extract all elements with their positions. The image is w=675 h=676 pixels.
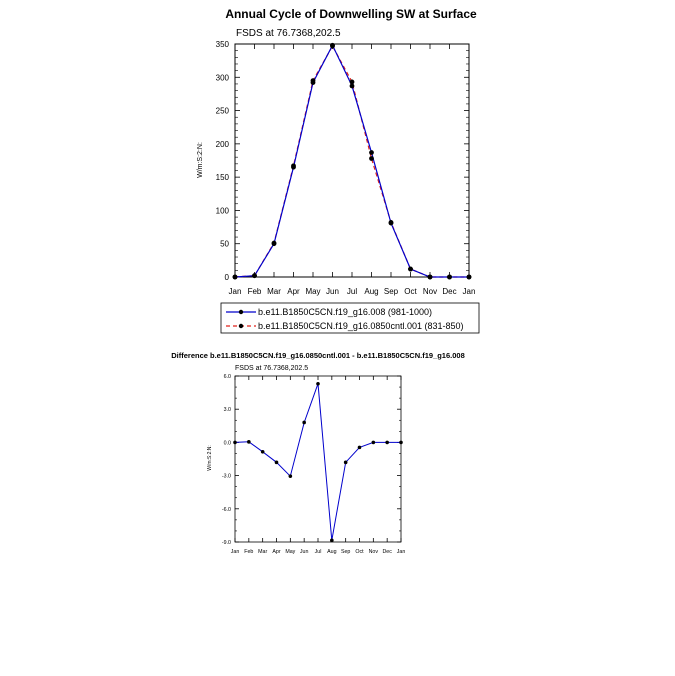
legend-label-model-008: b.e11.B1850C5CN.f19_g16.008 (981-1000) [258,307,432,317]
chart-title: Annual Cycle of Downwelling SW at Surface [225,7,477,21]
y-tick-label: 350 [215,40,229,49]
x-tick-label: Aug [364,287,379,296]
difference-chart [171,351,465,555]
x-tick-label: Oct [404,287,417,296]
x-tick-label: Feb [244,549,254,555]
y-tick-label: 0.0 [223,440,231,447]
x-tick-label: Jan [228,287,242,296]
x-tick-label: Sep [383,287,399,296]
data-point [233,441,237,445]
x-tick-label: Apr [287,287,300,296]
y-axis-label: W/m:S:2:N: [207,445,213,471]
data-point [408,267,413,272]
y-tick-label: 250 [215,106,229,116]
data-point [272,241,277,246]
y-tick-label: 6.0 [223,374,231,380]
x-tick-label: Jul [346,287,358,296]
x-tick-label: Mar [267,287,281,296]
x-tick-label: May [285,549,296,555]
data-point [247,440,251,444]
x-tick-label: Jan [462,287,476,296]
x-tick-label: Feb [247,287,262,296]
data-point [372,441,376,445]
data-point [261,450,265,454]
legend-label-cntl-001: b.e11.B1850C5CN.f19_g16.0850cntl.001 (831-850) [258,321,464,331]
x-tick-label: Jun [326,287,339,296]
x-tick-label: Apr [272,549,281,555]
data-point [289,474,293,478]
chart-subtitle: FSDS at 76.7368,202.5 [236,28,341,39]
data-point [369,150,374,155]
data-point [291,163,296,168]
chart-title: Difference b.e11.B1850C5CN.f19_g16.0850cntl.001 - b.e11.B1850C5CN.f19_g16.008 [171,351,465,360]
data-point [385,441,389,445]
x-tick-label: Oct [355,549,364,555]
x-tick-label: Mar [258,549,268,555]
data-point [369,156,374,161]
data-point [447,275,452,280]
y-tick-label: 300 [215,73,229,83]
plot-frame [235,44,469,277]
y-tick-label: -9.0 [221,540,231,546]
legend-marker-model-008 [239,310,243,314]
data-point [467,275,472,280]
data-point [350,80,355,85]
x-tick-label: Aug [327,549,337,555]
data-point [252,273,257,278]
plot-frame [235,376,401,542]
data-point [330,44,335,49]
data-point [399,441,403,445]
x-tick-label: Nov [368,549,379,555]
x-tick-label: Nov [422,287,438,296]
y-tick-label: 50 [220,239,229,249]
y-tick-label: 100 [215,206,229,216]
x-tick-label: Dec [382,549,392,555]
y-tick-label: -3.0 [221,473,231,480]
x-tick-label: Dec [442,287,457,296]
x-tick-label: Jul [314,549,322,555]
data-point [302,421,306,425]
series-line-0 [235,384,401,541]
data-point [389,220,394,225]
chart-subtitle: FSDS at 76.7368,202.5 [235,365,309,372]
annual-cycle-chart [197,7,479,333]
data-point [275,461,279,465]
y-tick-label: 3.0 [223,407,231,414]
y-axis-label: W/m:S:2:N: [197,142,204,178]
x-tick-label: May [305,287,321,296]
y-tick-label: 0 [224,273,229,282]
legend [221,303,479,333]
data-point [311,78,316,83]
x-tick-label: Jan [396,549,406,555]
data-point [316,382,320,386]
y-tick-label: -6.0 [221,506,231,513]
data-point [428,275,433,280]
legend-marker-cntl-001 [239,324,243,328]
x-tick-label: Jan [230,549,240,555]
data-point [330,539,334,543]
y-tick-label: 200 [215,139,229,149]
x-tick-label: Jun [299,549,309,555]
y-tick-label: 150 [215,173,229,183]
data-point [344,461,348,465]
data-point [358,446,362,450]
data-point [233,275,238,280]
x-tick-label: Sep [340,549,351,555]
